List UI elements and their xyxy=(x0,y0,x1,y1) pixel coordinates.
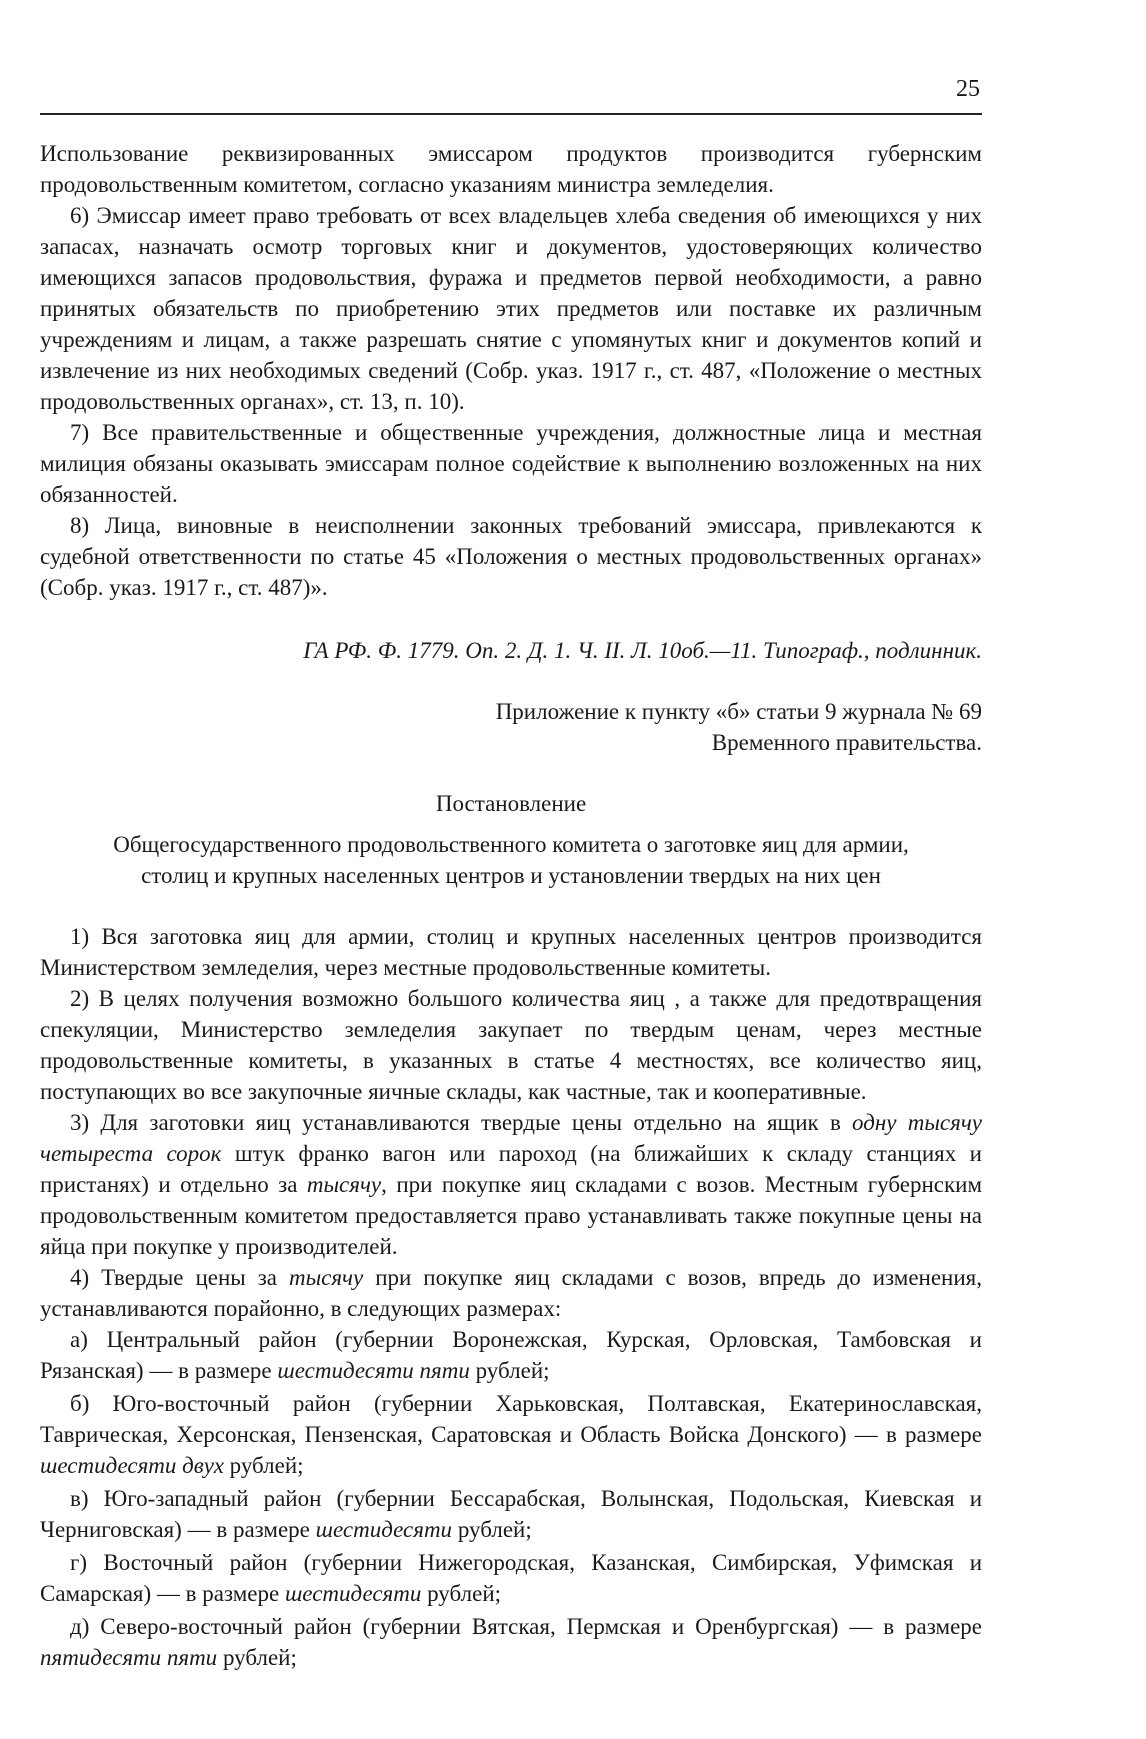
page-body xyxy=(40,138,982,1673)
region-tail: рублей; xyxy=(421,1581,502,1606)
item-emphasis: тысячу xyxy=(306,1172,382,1197)
appendix-line: Приложение к пункту «б» статьи 9 журнала № 69 xyxy=(495,699,982,724)
region-tail: рублей; xyxy=(469,1358,550,1383)
resolution-heading: Постановление xyxy=(435,791,587,816)
region-item xyxy=(40,1611,982,1673)
region-text: г) Восточный район (губернии Нижегородская, Казанская, Симбирская, Уфимская и Самарская) — в размере xyxy=(40,1550,982,1606)
resolution-subtitle xyxy=(40,829,982,891)
intro-paragraph: 7) Все правительственные и общественные учреждения, должностные лица и местная милиция обязаны оказывать эмиссарам полное содействие к выполнению возложенных на них обязанностей. xyxy=(40,420,982,507)
source-citation: ГА РФ. Ф. 1779. Оп. 2. Д. 1. Ч. II. Л. 10об.—11. Типограф., подлинник. xyxy=(303,638,982,663)
region-tail: рублей; xyxy=(223,1453,304,1478)
appendix-reference xyxy=(40,696,982,758)
item-text: штук франко вагон или пароход (на ближайших к складу станциях и пристанях) и отдельно за xyxy=(40,1141,982,1197)
intro-paragraph: 6) Эмиссар имеет право требовать от всех владельцев хлеба сведения об имеющихся у них запасах, назначать осмотр торговых книг и документов, удостоверяющих количество имеющихся запасов продовольствия, фуража и предметов первой необходимости, а равно принятых обязательств по приобретению этих предметов или поставке их различным учреждениям и лицам, а также разрешать снятие с упомянутых книг и документов копий и извлечение из них необходимых сведений (Собр. указ. 1917 г., ст. 487, «Положение о местных продовольственных органах», ст. 13, п. 10). xyxy=(40,203,982,414)
item-emphasis: тысячу xyxy=(288,1265,364,1290)
region-price-list xyxy=(40,1324,982,1673)
region-tail: рублей; xyxy=(217,1645,297,1670)
page-number: 25 xyxy=(956,76,980,102)
item-paragraph xyxy=(40,1107,982,1262)
region-text: д) Северо-восточный район (губернии Вятская, Пермская и Оренбургская) — в размере xyxy=(70,1614,982,1639)
item-text: 3) Для заготовки яиц устанавливаются твердые цены отдельно на ящик в xyxy=(70,1110,853,1135)
resolution-items xyxy=(40,921,982,1324)
region-text: б) Юго-восточный район (губернии Харьковская, Полтавская, Екатеринославская, Таврическая, Херсонская, Пензенская, Саратовская и Область Войска Донского) — в размере xyxy=(40,1391,982,1447)
subtitle-line: столиц и крупных населенных центров и установлении твердых на них цен xyxy=(141,863,881,888)
item-emphasis: одну тысячу четыреста сорок xyxy=(40,1110,982,1166)
region-price: шестидесяти двух xyxy=(40,1453,224,1478)
header-rule xyxy=(40,113,982,115)
item-text: при покупке яиц складами с возов, впредь до изменения, устанавливаются порайонно, в следующих размерах: xyxy=(40,1265,982,1321)
region-text: а) Центральный район (губернии Воронежская, Курская, Орловская, Тамбовская и Рязанская) — в размере xyxy=(40,1327,982,1383)
region-item xyxy=(40,1547,982,1609)
region-price: шестидесяти xyxy=(284,1581,422,1606)
region-item xyxy=(40,1324,982,1386)
region-text: в) Юго-западный район (губернии Бессарабская, Волынская, Подольская, Киевская и Черниговская) — в размере xyxy=(40,1486,982,1542)
region-tail: рублей; xyxy=(452,1517,532,1542)
region-item xyxy=(40,1388,982,1481)
region-price: шестидесяти пяти xyxy=(277,1358,470,1383)
item-paragraph: 2) В целях получения возможно большого количества яиц , а также для предотвращения спекуляции, Министерство земледелия закупает по твердым ценам, через местные продовольственные комитеты, в указанных в статье 4 местностях, все количество яиц, поступающих во все закупочные яичные склады, как частные, так и кооперативные. xyxy=(40,986,982,1104)
intro-paragraph: Использование реквизированных эмиссаром продуктов производится губернским продовольственным комитетом, согласно указаниям министра земледелия. xyxy=(40,141,982,197)
intro-paragraph: 8) Лица, виновные в неисполнении законных требований эмиссара, привлекаются к судебной ответственности по статье 45 «Положения о местных продовольственных органах» (Собр. указ. 1917 г., ст. 487)». xyxy=(40,513,982,600)
item-paragraph: 1) Вся заготовка яиц для армии, столиц и крупных населенных центров производится Министерством земледелия, через местные продовольственные комитеты. xyxy=(40,924,982,980)
region-price: шестидесяти xyxy=(315,1517,453,1542)
item-paragraph xyxy=(40,1262,982,1324)
region-item xyxy=(40,1483,982,1545)
region-price: пятидесяти пяти xyxy=(40,1645,218,1670)
subtitle-line: Общегосударственного продовольственного комитета о заготовке яиц для армии, xyxy=(113,832,909,857)
item-text: 4) Твердые цены за xyxy=(70,1265,289,1290)
item-text: , при покупке яиц складами с возов. Местным губернским продовольственным комитетом предоставляется право устанавливать также покупные цены на яйца при покупке у производителей. xyxy=(40,1172,982,1259)
appendix-line: Временного правительства. xyxy=(711,730,982,755)
